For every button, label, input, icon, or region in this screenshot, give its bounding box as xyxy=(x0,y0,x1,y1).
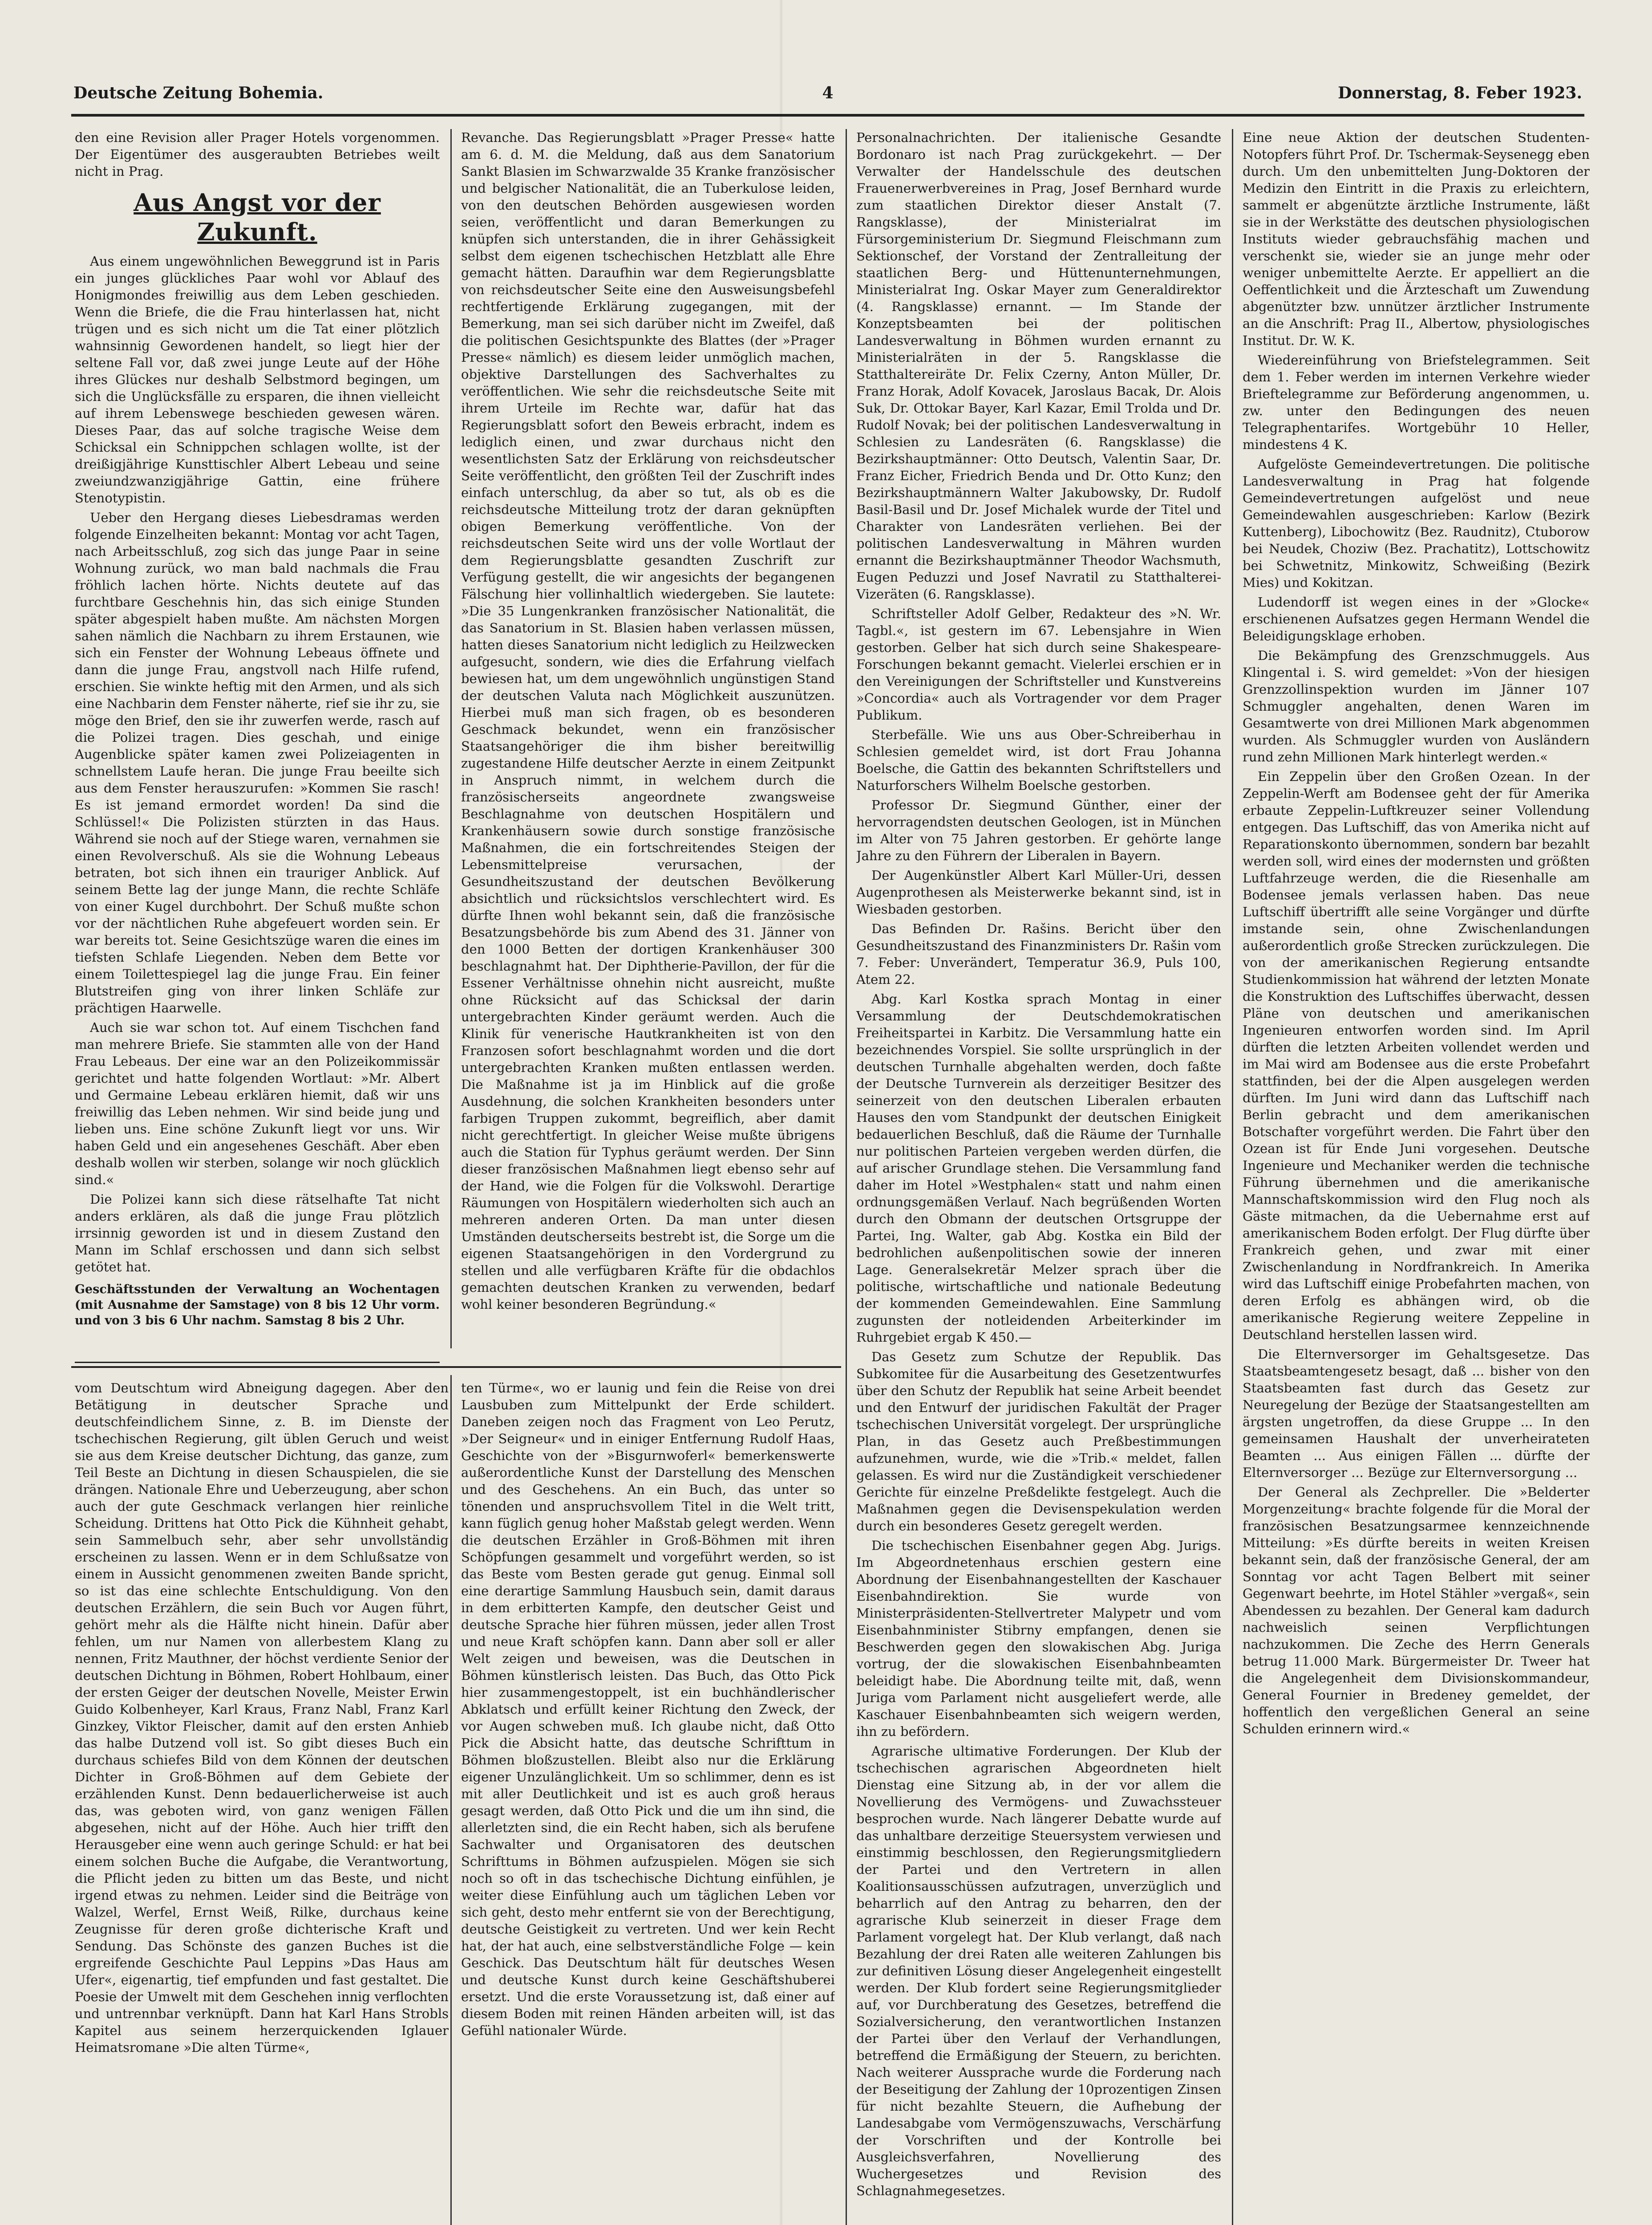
column-divider xyxy=(450,129,452,1348)
office-hours-notice: Geschäftsstunden der Verwaltung an Wochentagen (mit Ausnahme der Samstage) von 8 bis 12 Uhr vorm. und von 3 bis 6 Uhr nachm. Samstag 8 bis 2 Uhr. xyxy=(75,1282,440,1327)
column-divider xyxy=(846,129,847,2225)
news-item: Die tschechischen Eisenbahner gegen Abg. Jurigs. Im Abgeordnetenhaus erschien gestern eine Abordnung der Eisenbahnangestellten der Kaschauer Eisenbahndirektion. Sie wurde von Ministerpräsidenten-Stellvertreter Malypetr und vom Eisenbahnminister Stibrny empfangen, denen sie Beschwerden gegen den slowakischen Abg. Juriga vortrug, der die slowakischen Eisenbahnbeamten beleidigt habe. Die Abordnung teilte mit, daß, wenn Juriga vom Parlament nicht ausgeliefert werde, alle Kaschauer Eisenbahnbeamten sich weigern werden, ihn zu befördern. xyxy=(856,1538,1221,1739)
article-headline: Aus Angst vor der Zukunft. xyxy=(134,188,381,246)
column-4 xyxy=(1243,129,1590,2225)
column-divider xyxy=(1232,129,1233,2225)
article-paragraph: Ueber den Hergang dieses Liebesdramas werden folgende Einzelheiten bekannt: Montag vor acht Tagen, nach Arbeitsschluß, zog sich das junge Paar in seine Wohnung zurück, wo man bald nachmals die Frau fröhlich lachen hörte. Nichts deutete auf das furchtbare Geschehnis hin, das sich einige Stunden später abgespielt haben mußte. Am nächsten Morgen sahen nämlich die Nachbarn zu ihrem Erstaunen, wie sich ein Fenster der Wohnung Lebeaus öffnete und dann die junge Frau, angstvoll nach Hilfe rufend, erschien. Sie winkte heftig mit den Armen, und als sich eine Nachbarin dem Fenster näherte, rief sie ihr zu, sie möge den Brief, den sie ihr zuwerfen werde, rasch auf die Polizei tragen. Dies geschah, und einige Augenblicke später kamen zwei Polizeiagenten in schnellstem Laufe heran. Die junge Frau beeilte sich aus dem Fenster herauszurufen: »Kommen Sie rasch! Es ist jemand ermordet worden! Da sind die Schlüssel!« Die Polizisten stürzten in das Haus. Während sie noch auf der Stiege waren, vernahmen sie einen Revolverschuß. Als sie die Wohnung Lebeaus betraten, bot sich ihnen ein trauriger Anblick. Auf seinem Bette lag der junge Mann, die rechte Schläfe von einer Kugel durchbohrt. Der Schuß mußte schon vor der nächtlichen Ruhe abgefeuert worden sein. Er war bereits tot. Seine Gesichtszüge waren die eines im tiefsten Schlafe Liegenden. Neben dem Bette vor einem Toilettespiegel lag die junge Frau. Ein feiner Blutstreifen ging von ihrer linken Schläfe zur prächtigen Haarwelle. xyxy=(75,510,440,1015)
news-item: Die Elternversorger im Gehaltsgesetze. Das Staatsbeamtengesetz besagt, daß ... bisher von den Staatsbeamten fast durch das Gesetz zur Neuregelung der Bezüge der Staatsangestellten am ärgsten ungetroffen, da diese Gruppe ... In den gemeinsamen Haushalt der unverheirateten Beamten ... Aus einigen Fällen ... dürfte der Elternversorger ... Bezüge zur Elternversorgung ... xyxy=(1243,1347,1590,1480)
feuilleton-rule xyxy=(71,1366,841,1368)
article-paragraph: Aus einem ungewöhnlichen Beweggrund ist in Paris ein junges glückliches Paar wohl vor Ablauf des Honigmondes freiwillig aus dem Leben geschieden. Wenn die Briefe, die die Frau hinterlassen hat, nicht trügen und es sich nicht um die Tat einer plötzlich wahnsinnig Gewordenen handelt, so liegt hier der seltene Fall vor, daß zwei junge Leute auf der Höhe ihres Glückes nur deshalb Selbstmord begingen, um sich die Unglücksfälle zu ersparen, die ihnen vielleicht auf ihrem Lebenswege beschieden gewesen wären. Dieses Paar, das auf solche tragische Weise dem Schicksal ein Schnippchen schlagen wollte, ist der dreißigjährige Kunsttischler Albert Lebeau und seine zweiundzwanzigjährige Gattin, eine frühere Stenotypistin. xyxy=(75,254,440,506)
feuilleton-column-right xyxy=(461,1380,835,2225)
news-item: Personalnachrichten. Der italienische Gesandte Bordonaro ist nach Prag zurückgekehrt. — Der Verwalter der Handelsschule des deutschen Frauenerwerbvereines in Prag, Josef Bernhard wurde zum staatlichen Direktor dieser Anstalt (7. Rangsklasse), der Ministerialrat im Fürsorgeministerium Dr. Siegmund Fleischmann zum Sektionschef, der Vorstand der Zentralleitung der staatlichen Berg- und Hüttenunternehmungen, Ministerialrat Ing. Oskar Mayer zum Generaldirektor (4. Rangsklasse) ernannt. — Im Stande der Konzeptsbeamten bei der politischen Landesverwaltung in Böhmen wurden ernannt zu Ministerialräten in der 5. Rangsklasse die Statthaltereiräte Dr. Felix Czerny, Anton Müller, Dr. Franz Horak, Adolf Kovacek, Jaroslaus Bacak, Dr. Alois Suk, Dr. Ottokar Bayer, Karl Kazar, Emil Trolda und Dr. Rudolf Novak; bei der politischen Landesverwaltung in Schlesien zu Landesräten (6. Rangsklasse) die Bezirkshauptmänner: Otto Deutsch, Valentin Saar, Dr. Franz Eicher, Friedrich Benda und Dr. Otto Kunz; den Bezirkshauptmännern Walter Jakubowsky, Dr. Rudolf Basil-Basil und Dr. Josef Michalek wurde der Titel und Charakter von Landesräten verliehen. Bei der politischen Landesverwaltung in Mähren wurden ernannt die Bezirkshauptmänner Theodor Wachsmuth, Eugen Peduzzi und Josef Navratil zu Statthalterei-Vizeräten (6. Rangsklasse). xyxy=(856,130,1221,602)
header-rule xyxy=(71,114,1584,117)
news-item: Das Gesetz zum Schutze der Republik. Das Subkomitee für die Ausarbeitung des Gesetzentwurfes über den Schutz der Republik hat seine Arbeit beendet und den Entwurf der juridischen Fakultät der Prager tschechischen Universität vorgelegt. Der ursprüngliche Plan, in das Gesetz auch Preßbestimmungen aufzunehmen, wurde, wie die »Trib.« meldet, fallen gelassen. Es wird nur die Zuständigkeit verschiedener Gerichte für einzelne Preßdelikte festgelegt. Auch die Maßnahmen gegen die Devisenspekulation werden durch ein besonderes Gesetz geregelt werden. xyxy=(856,1349,1221,1533)
news-item: Der Augenkünstler Albert Karl Müller-Uri, dessen Augenprothesen als Meisterwerke bekannt sind, ist in Wiesbaden gestorben. xyxy=(856,868,1221,917)
column-2 xyxy=(461,129,835,1339)
column-1 xyxy=(75,129,440,1357)
news-item: Die Bekämpfung des Grenzschmuggels. Aus Klingental i. S. wird gemeldet: »Von der hiesigen Grenzzollinspektion wurden im Jänner 107 Schmuggler angehalten, denen Waren im Gesamtwerte von drei Millionen Mark abgenommen wurden. Als Schmuggler wurden von Ausländern rund zehn Millionen Mark hinterlegt werden.« xyxy=(1243,648,1590,765)
article-paragraph: Revanche. Das Regierungsblatt »Prager Presse« hatte am 6. d. M. die Meldung, daß aus dem Sanatorium Sankt Blasien im Schwarzwalde 35 Kranke französischer und belgischer Nationalität, die an Tuberkulose leiden, von den deutschen Behörden ausgewiesen worden seien, veröffentlicht und daran Bemerkungen zu knüpfen sich unterstanden, die in ihrer Gehässigkeit selbst dem eigenen tschechischen Hetzblatt alle Ehre gemacht hätten. Daraufhin war dem Regierungsblatte von reichsdeutscher Seite eine den Ausweisungsbefehl rechtfertigende Erklärung zugegangen, mit der Bemerkung, man sei sich darüber nicht im Zweifel, daß die politischen Gesichtspunkte des Blattes (der »Prager Presse« nämlich) es diesem leider unmöglich machen, objektive Darstellungen des Sachverhaltes zu veröffentlichen. Wie sehr die reichsdeutsche Seite mit ihrem Urteile im Rechte war, dafür hat das Regierungsblatt sofort den Beweis erbracht, indem es lediglich einen, und zwar durchaus nicht den wesentlichsten Satz der Erklärung von reichsdeutscher Seite veröffentlicht, den größten Teil der Zuschrift indes einfach unterschlug, da aber so tut, als ob es die reichsdeutsche Mitteilung trotz der daran geknüpften obigen Bemerkung veröffentliche. Von der reichsdeutschen Seite wird uns der volle Wortlaut der dem Regierungsblatte gesandten Zuschrift zur Verfügung gestellt, die wir angesichts der begangenen Fälschung hier vollinhaltlich wiedergeben. Sie lautete: »Die 35 Lungenkranken französischer Nationalität, die das Sanatorium in St. Blasien haben verlassen müssen, hatten dieses Sanatorium nicht lediglich zu Heilzwecken aufgesucht, sondern, wie dies die Erfahrung vielfach bewiesen hat, um dem ungewöhnlich ungünstigen Stand der deutschen Valuta nach Möglichkeit auszunützen. Hierbei muß man sich fragen, ob es besonderen Geschmack bekundet, wenn ein französischer Staatsangehöriger die ihm bisher bereitwillig zugestandene Hilfe deutscher Aerzte in einem Zeitpunkt in Anspruch nimmt, in welchem durch die französischerseits angeordnete zwangsweise Beschlagnahme von deutschen Hospitälern und Krankenhäusern sowie durch sonstige französische Maßnahmen, die ein fortschreitendes Steigen der Lebensmittelpreise verursachen, der Gesundheitszustand der deutschen Bevölkerung absichtlich und rücksichtslos verschlechtert wird. Es dürfte Ihnen wohl bekannt sein, daß die französische Besatzungsbehörde bis zum Abend des 31. Jänner von den 1000 Betten der dortigen Krankenhäuser 300 beschlagnahmt hat. Der Diphtherie-Pavillon, der für die Essener Verhältnisse ohnehin nicht ausreicht, mußte ohne Rücksicht auf das Schicksal der darin untergebrachten Kinder geräumt werden. Auch die Klinik für venerische Hautkrankheiten ist von den Franzosen sofort beschlagnahmt worden und die dort untergebrachten Kranken mußten entlassen werden. Die Maßnahme ist ja im Hinblick auf die große Ausdehnung, die solchen Krankheiten besonders unter farbigen Truppen zukommt, begreiflich, aber damit nicht gerechtfertigt. In gleicher Weise mußte übrigens auch die Station für Typhus geräumt werden. Der Sinn dieser französischen Maßnahmen liegt ebenso sehr auf der Hand, wie die Folgen für die Volkswohl. Derartige Räumungen von Hospitälern wiederholten sich auch an mehreren anderen Orten. Da man unter diesen Umständen deutscherseits bestrebt ist, die Sorge um die eigenen Staatsangehörigen in den Vordergrund zu stellen und alle verfügbaren Kräfte für die obdachlos gemachten deutschen Kranken zu verwenden, bedarf wohl keiner besonderen Begründung.« xyxy=(461,130,835,1312)
news-item: Professor Dr. Siegmund Günther, einer der hervorragendsten deutschen Geologen, ist in München im Alter von 75 Jahren gestorben. Er gehörte lange Jahre zu den Führern der Liberalen in Bayern. xyxy=(856,797,1221,863)
article-paragraph: Die Polizei kann sich diese rätselhafte Tat nicht anders erklären, als daß die junge Frau plötzlich irrsinnig geworden ist und in diesem Zustand den Mann im Schlaf erschossen und dann sich selbst getötet hat. xyxy=(75,1192,440,1274)
feuilleton-text: vom Deutschtum wird Abneigung dagegen. Aber den Betätigung in deutscher Sprache und deutschfeindlichem Sinne, z. B. im Dienste der tschechischen Regierung, gilt üblen Geruch und weist sie aus dem Kreise deutscher Dichtung, das ganze, zum Teil Beste an Dichtung in diesen Schauspielen, die sie drängen. Nationale Ehre und Ueberzeugung, aber schon auch der gute Geschmack verlangen hier reinliche Scheidung. Drittens hat Otto Pick die Kühnheit gehabt, sein Sammelbuch sehr, aber sehr unvollständig erscheinen zu lassen. Wenn er in dem Schlußsatze von einem in Aussicht genommenen zweiten Bande spricht, so ist das eine schlechte Entschuldigung. Von den deutschen Erzählern, die sein Buch vor Augen führt, gehört mehr als die Hälfte nicht hinein. Dafür aber fehlen, um nur Namen von allerbestem Klang zu nennen, Fritz Mauthner, der höchst verdiente Senior der deutschen Dichtung in Böhmen, Robert Hohlbaum, einer der ersten Geiger der deutschen Novelle, Meister Erwin Guido Kolbenheyer, Karl Kraus, Franz Nabl, Franz Karl Ginzkey, Viktor Fleischer, damit auf den ersten Anhieb das halbe Dutzend voll ist. So gibt dieses Buch ein durchaus schiefes Bild von dem Können der deutschen Dichter in Groß-Böhmen auf dem Gebiete der erzählenden Kunst. Denn bedauerlicherweise ist auch das, was geboten wird, von ganz wenigen Fällen abgesehen, nicht auf der Höhe. Auch hier trifft den Herausgeber eine wenn auch geringe Schuld: er hat bei einem solchen Buche die Aufgabe, die Verantwortung, die Pflicht jeden zu bitten um das Beste, und nicht irgend etwas zu nehmen. Leider sind die Beiträge von Walzel, Werfel, Ernst Weiß, Rilke, durchaus keine Zeugnisse für deren große dichterische Kraft und Sendung. Das Schönste des ganzen Buches ist die ergreifende Geschichte Paul Leppins »Das Haus am Ufer«, eigenartig, tief empfunden und fast gestaltet. Die Poesie der Umwelt mit dem Geschehen innig verflochten und untrennbar verknüpft. Dann hat Karl Hans Strobls Kapitel aus seinem herzerquickenden Iglauer Heimatsromane »Die alten Türme«, xyxy=(75,1380,449,2055)
feuilleton-column-left xyxy=(75,1380,449,2225)
news-item: Wiedereinführung von Briefstelegrammen. Seit dem 1. Feber werden im internen Verkehre wieder Brieftelegramme zur Beförderung angenommen, u. zw. unter den Bedingungen des neuen Telegraphentarifes. Wortgebühr 10 Heller, mindestens 4 K. xyxy=(1243,352,1590,452)
feuilleton-text: ten Türme«, wo er launig und fein die Reise von drei Lausbuben zum Mittelpunkt der Erde schildert. Daneben zeigen noch das Fragment von Leo Perutz, »Der Seigneur« und in einiger Entfernung Rudolf Haas, Geschichte von der »Bisgurnwoferl« bemerkenswerte außerordentliche Kunst der Darstellung des Menschen und des Geschehens. An ein Buch, das unter so tönenden und anspruchsvollem Titel in die Welt tritt, kann füglich genug hoher Maßstab gelegt werden. Wenn die deutschen Erzähler in Groß-Böhmen mit ihren Schöpfungen gesammelt und vorgeführt werden, so ist das Beste vom Besten gerade gut genug. Einmal soll eine derartige Sammlung Hausbuch sein, damit daraus in dem erbitterten Kampfe, den deutscher Geist und deutsche Sprache hier führen müssen, jeder allen Trost und neue Kraft schöpfen kann. Dann aber soll er aller Welt zeigen und beweisen, was die Deutschen in Böhmen künstlerisch leisten. Das Buch, das Otto Pick hier zusammengestoppelt, ist ein buchhändlerischer Abklatsch und erfüllt keiner Richtung den Zweck, der vor Augen schweben muß. Ich glaube nicht, daß Otto Pick die Absicht hatte, das deutsche Schrifttum in Böhmen bloßzustellen. Bleibt also nur die Erklärung eigener Unzulänglichkeit. Um so schlimmer, denn es ist mit aller Deutlichkeit und ist es auch groß heraus gesagt werden, daß Otto Pick und die um ihn sind, die allerletzten sind, die ein Recht haben, sich als berufene Sachwalter und Organisatoren des deutschen Schrifttums in Böhmen aufzuspielen. Mögen sie sich noch so oft in das tschechische Dichtung einfühlen, je weiter diese Einfühlung auch um täglichen Leben vor sich geht, desto mehr entfernt sie von der Berechtigung, deutsche Geistigkeit zu vertreten. Und wer kein Recht hat, der hat auch, eine selbstverständliche Folge — kein Geschick. Das Deutschtum hält für deutsches Wesen und deutsche Kunst durch keine Geschäftshuberei ersetzt. Und die erste Voraussetzung ist, daß einer auf diesem Boden mit reinen Händen arbeiten will, ist das Gefühl nationaler Würde. xyxy=(461,1380,835,2038)
page-number: 4 xyxy=(822,84,834,102)
news-item: Sterbefälle. Wie uns aus Ober-Schreiberhau in Schlesien gemeldet wird, ist dort Frau Johanna Boelsche, die Gattin des bekannten Schriftstellers und Naturforschers Wilhelm Boelsche gestorben. xyxy=(856,727,1221,793)
page-header xyxy=(73,84,1582,110)
column-divider xyxy=(450,1375,452,2225)
column-3 xyxy=(856,129,1221,2225)
issue-date: Donnerstag, 8. Feber 1923. xyxy=(1338,84,1582,102)
news-item: Das Befinden Dr. Rašins. Bericht über den Gesundheitszustand des Finanzministers Dr. Rašin vom 7. Feber: Unverändert, Temperatur 36.9, Puls 100, Atem 22. xyxy=(856,921,1221,987)
notice-rule-top xyxy=(75,1362,440,1363)
article-continuation: den eine Revision aller Prager Hotels vorgenommen. Der Eigentümer des ausgeraubten Betriebes weilt nicht in Prag. xyxy=(75,130,440,179)
news-item: Ludendorff ist wegen eines in der »Glocke« erschienenen Aufsatzes gegen Hermann Wendel die Beleidigungsklage erhoben. xyxy=(1243,595,1590,643)
masthead: Deutsche Zeitung Bohemia. xyxy=(73,84,324,102)
news-item: Ein Zeppelin über den Großen Ozean. In der Zeppelin-Werft am Bodensee geht der für Amerika erbaute Zeppelin-Luftkreuzer seiner Vollendung entgegen. Das Luftschiff, das von Amerika nicht auf Reparationskonto übernommen, sondern bar bezahlt werden soll, wird eines der modernsten und größten Luftfahrzeuge werden, die die Riesenhalle am Bodensee jemals verlassen haben. Das neue Luftschiff übertrifft alle seine Vorgänger und dürfte imstande sein, ohne Zwischenlandungen außerordentlich große Strecken zurückzulegen. Die von der amerikanischen Regierung entsandte Studienkommission hat während der letzten Monate die Konstruktion des Luftschiffes überwacht, dessen Pläne von deutschen und amerikanischen Ingenieuren entworfen worden sind. Im April dürften die letzten Arbeiten vollendet werden und im Mai wird am Bodensee aus die erste Probefahrt stattfinden, bei der die Alpen ausgelegen werden dürften. Im Juni wird dann das Luftschiff nach Berlin gebracht und dem amerikanischen Botschafter vorgeführt werden. Die Fahrt über den Ozean ist für Ende Juni vorgesehen. Deutsche Ingenieure und Mechaniker werden die technische Führung übernehmen und die amerikanische Mannschaftskommission wird den Flug noch als Gäste mitmachen, da die Uebernahme erst auf amerikanischem Boden erfolgt. Der Flug dürfte über Frankreich gehen, und zwar mit einer Zwischenlandung in Nordfrankreich. In Amerika wird das Luftschiff einige Probefahrten machen, von deren Erfolg es abhängen wird, ob die amerikanische Regierung weitere Zeppeline in Deutschland herstellen lassen wird. xyxy=(1243,769,1590,1342)
news-item: Der General als Zechpreller. Die »Belderter Morgenzeitung« brachte folgende für die Moral der französischen Besatzungsarmee kennzeichnende Mitteilung: »Es dürfte bereits in weiten Kreisen bekannt sein, daß der französische General, der am Sonntag vor acht Tagen Belbert mit seiner Gegenwart beehrte, im Hotel Stähler »vergaß«, sein Abendessen zu bezahlen. Der General kam dadurch nachweislich seinen Verpflichtungen nachzukommen. Die Zeche des Herrn Generals betrug 11.000 Mark. Bürgermeister Dr. Tweer hat die Angelegenheit dem Divisionskommandeur, General Fournier in Bredeney gemeldet, der hoffentlich den vergeßlichen General an seine Schulden erinnern wird.« xyxy=(1243,1485,1590,1736)
news-item: Agrarische ultimative Forderungen. Der Klub der tschechischen agrarischen Abgeordneten hielt Dienstag eine Sitzung ab, in der vor allem die Novellierung des Vermögens- und Zuwachssteuer besprochen wurde. Nach längerer Debatte wurde auf das unhaltbare derzeitige Steuersystem verwiesen und einstimmig beschlossen, den Regierungsmitgliedern der Partei und den Vertretern in allen Koalitionsausschüssen aufzutragen, unverzüglich und beharrlich auf den Antrag zu beharren, den der agrarische Klub seinerzeit in dieser Frage dem Parlament vorgelegt hat. Der Klub verlangt, daß nach Bezahlung der drei Raten alle weiteren Zahlungen bis zur definitiven Lösung dieser Angelegenheit eingestellt werden. Der Klub fordert seine Regierungsmitglieder auf, vor Durchberatung des Gesetzes, betreffend die Sozialversicherung, den verantwortlichen Instanzen der Partei über den Verlauf der Verhandlungen, betreffend die Ermäßigung der Steuern, zu berichten. Nach weiterer Aussprache wurde die Forderung nach der Beseitigung der Zahlung der 10prozentigen Zinsen für nicht bezahlte Steuern, die Aufhebung der Landesabgabe vom Vermögenszuwachs, Verschärfung der Vorschriften und der Kontrolle bei Ausgleichsverfahren, Novellierung des Wuchergesetzes und Revision des Schlagnahmegesetzes. xyxy=(856,1744,1221,2198)
news-item: Eine neue Aktion der deutschen Studenten-Notopfers führt Prof. Dr. Tschermak-Seysenegg eben durch. Um den unbemittelten Jung-Doktoren der Medizin den Eintritt in die Praxis zu erleichtern, sammelt er abgenützte ärztliche Instrumente, läßt sie in der Werkstätte des deutschen physiologischen Instituts wieder gebrauchsfähig machen und verschenkt sie, wieder sie an junge mehr oder weniger unbemittelte Aerzte. Er appelliert an die Oeffentlichkeit und die Ärzteschaft um Zuwendung abgenützter bzw. unnützer ärztlicher Instrumente an die Anschrift: Prag II., Albertow, physiologisches Institut. Dr. W. K. xyxy=(1243,130,1590,348)
news-item: Abg. Karl Kostka sprach Montag in einer Versammlung der Deutschdemokratischen Freiheitspartei in Karbitz. Die Versammlung hatte ein bezeichnendes Vorspiel. Sie sollte ursprünglich in der deutschen Turnhalle abgehalten werden, doch faßte der Deutsche Turnverein als derzeitiger Besitzer des seinerzeit von den deutschen Liberalen erbauten Hauses den vom Standpunkt der deutschen Einigkeit bedauerlichen Beschluß, daß die Räume der Turnhalle nur politischen Parteien vergeben werden dürfen, die auf arischer Grundlage stehen. Die Versammlung fand daher im Hotel »Westphalen« statt und nahm einen ordnungsgemäßen Verlauf. Nach begrüßenden Worten durch den Obmann der deutschen Ortsgruppe der Partei, Ing. Walter, gab Abg. Kostka ein Bild der bedrohlichen außenpolitischen sowie der inneren Lage. Generalsekretär Melzer sprach über die politische, wirtschaftliche und nationale Bedeutung der kommenden Gemeindewahlen. Eine Sammlung zugunsten der notleidenden Arbeiterkinder im Ruhrgebiet ergab K 450.— xyxy=(856,991,1221,1345)
news-item: Schriftsteller Adolf Gelber, Redakteur des »N. Wr. Tagbl.«, ist gestern im 67. Lebensjahre in Wien gestorben. Gelber hat sich durch seine Shakespeare-Forschungen bekannt gemacht. Vielerlei erschien er in den Vereinigungen der Schriftsteller und Kunstvereins »Concordia« auch als Vortragender vor dem Prager Publikum. xyxy=(856,606,1221,723)
news-item: Aufgelöste Gemeindevertretungen. Die politische Landesverwaltung in Prag hat folgende Gemeindevertretungen aufgelöst und neue Gemeindewahlen ausgeschrieben: Karlow (Bezirk Kuttenberg), Libochowitz (Bez. Raudnitz), Ctuborow bei Neudek, Choziw (Bez. Prachatitz), Lottschowitz bei Schwetnitz, Minkowitz, Schweißing (Bezirk Mies) und Kokitzan. xyxy=(1243,457,1590,590)
article-paragraph: Auch sie war schon tot. Auf einem Tischchen fand man mehrere Briefe. Sie stammten alle von der Hand Frau Lebeaus. Der eine war an den Polizeikommissär gerichtet und hatte folgenden Wortlaut: »Mr. Albert und Germaine Lebeau erklären hiemit, daß wir uns freiwillig das Leben nehmen. Wir sind beide jung und lieben uns. Eine schöne Zukunft liegt vor uns. Wir haben Geld und ein angesehenes Geschäft. Aber eben deshalb wollen wir sterben, solange wir noch glücklich sind.« xyxy=(75,1020,440,1187)
